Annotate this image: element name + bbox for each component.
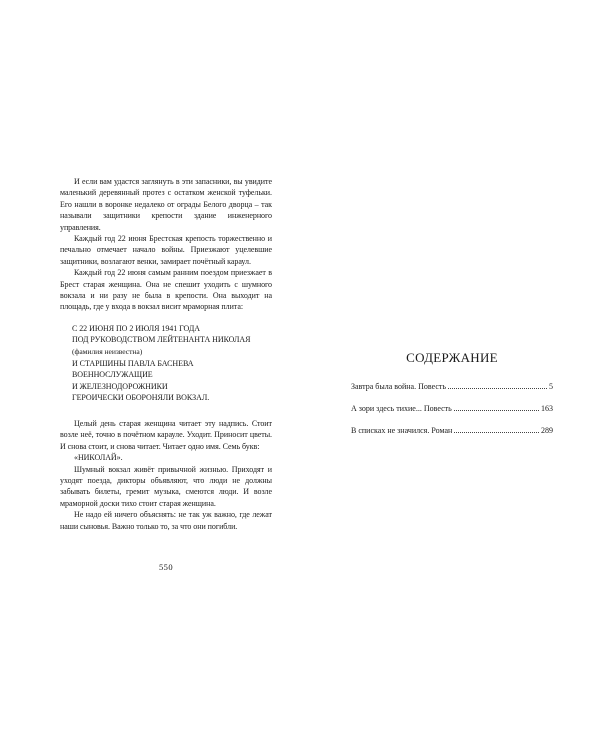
toc-entry [351, 404, 553, 414]
left-page-text [60, 176, 272, 532]
toc-leader-dots [454, 409, 539, 411]
table-of-contents [351, 350, 553, 448]
paragraph: Каждый год 22 июня самым ранним поездом приезжает в Брест старая женщина. Она не спешит уходить с шумного вокзала и ни разу не была в крепости. Она выходит на площадь, где у входа в вокзал висит мраморная плита: [60, 268, 272, 312]
toc-entry-page: 163 [541, 404, 553, 413]
inscription-line: И ЖЕЛЕЗНОДОРОЖНИКИ [72, 381, 168, 391]
toc-title: СОДЕРЖАНИЕ [406, 350, 498, 365]
toc-leader-dots [454, 431, 539, 433]
inscription-line: ВОЕННОСЛУЖАЩИЕ [72, 370, 153, 380]
toc-entry-title: В списках не значился. Роман [351, 426, 453, 435]
toc-entry-page: 5 [549, 382, 553, 391]
page-number: 550 [159, 562, 173, 572]
memorial-plaque-inscription [60, 323, 272, 404]
toc-entry-page: 289 [541, 426, 553, 435]
inscription-line: ПОД РУКОВОДСТВОМ ЛЕЙТЕНАНТА НИКОЛАЯ [72, 335, 251, 345]
toc-entry [351, 426, 553, 436]
inscription-line: С 22 ИЮНЯ ПО 2 ИЮЛЯ 1941 ГОДА [72, 323, 200, 333]
toc-leader-dots [448, 387, 547, 389]
inscription-line: ГЕРОИЧЕСКИ ОБОРОНЯЛИ ВОКЗАЛ. [72, 393, 210, 403]
paragraph: Каждый год 22 июня Брестская крепость торжественно и печально отмечает начало войны. Приезжают уцелевшие защитники, возлагают венки, замирает почётный караул. [60, 234, 272, 266]
inscription-line: (фамилия неизвестна) [72, 347, 143, 357]
paragraph: Не надо ей ничего объяснять: не так уж важно, где лежат наши сыновья. Важно только то, за что они погибли. [60, 510, 272, 531]
paragraph: Шумный вокзал живёт привычной жизнью. Приходят и уходят поезда, дикторы объявляют, что люди не должны забывать билеты, гремит музыка, смеются люди. И возле мраморной доски тихо стоит старая женщина. [60, 464, 272, 508]
toc-entry-title: А зори здесь тихие... Повесть [351, 404, 452, 413]
inscription-line: И СТАРШИНЫ ПАВЛА БАСНЕВА [72, 358, 194, 368]
toc-entry-title: Завтра была война. Повесть [351, 382, 447, 391]
paragraph: «НИКОЛАЙ». [74, 453, 123, 463]
paragraph: Целый день старая женщина читает эту надпись. Стоит возле неё, точно в почётном карауле. Уходит. Приносит цветы. И снова стоит, и снова читает. Читает одно имя. Семь букв: [60, 419, 272, 451]
paragraph: И если вам удастся заглянуть в эти запасники, вы увидите маленький деревянный протез с остатком женской туфельки. Его нашли в воронке недалеко от ограды Белого дворца – так называли защитники крепости здание инженерного управления. [60, 177, 272, 232]
toc-entry [351, 382, 553, 392]
